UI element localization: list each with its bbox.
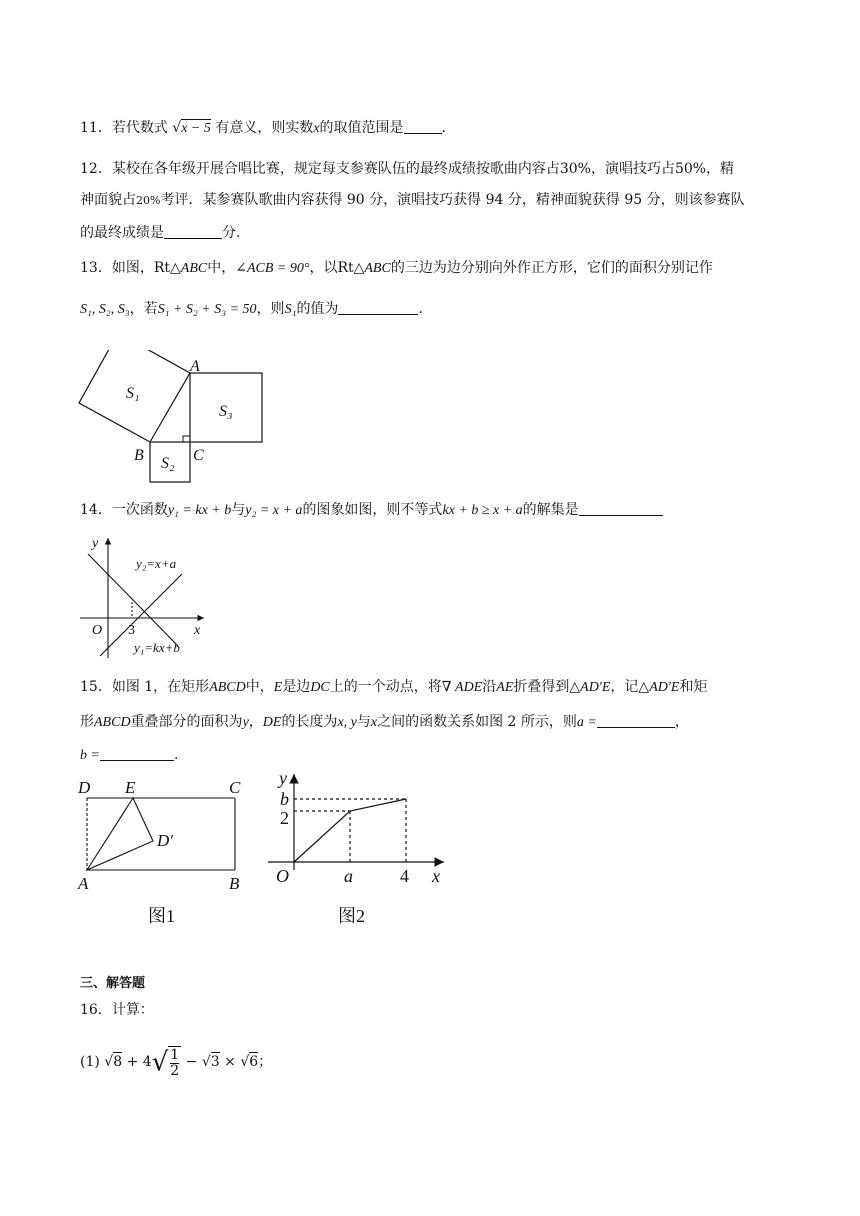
question-15-line-2: 形ABCD重叠部分的面积为y，DE的长度为x, y与x之间的函数关系如图 2 所示，则a = ， <box>80 714 689 730</box>
answer-blank[interactable] <box>338 300 418 315</box>
label-y2: y₂=x+a <box>136 556 177 571</box>
question-15-line-3: b = . <box>80 747 179 763</box>
sqrt-expression: √x − 5 <box>172 120 211 136</box>
q15-figure-2 <box>266 765 456 932</box>
question-number: 14． <box>80 502 112 518</box>
label-s1: S₁ <box>126 385 140 402</box>
tick-2: 2 <box>280 808 289 828</box>
question-number: 12． <box>80 161 112 177</box>
question-15-line-1: 15．如图 1，在矩形ABCD中，E是边DC上的一个动点，将∇ ADE沿AE折叠得到△AD′E，记△AD′E和矩 <box>80 679 708 695</box>
question-11: 11．若代数式 √x − 5 有意义，则实数x的取值范围是 . <box>80 120 446 136</box>
answer-blank-a[interactable] <box>597 713 675 728</box>
sqrt-3: √3 <box>201 1054 220 1070</box>
answer-blank[interactable] <box>579 501 663 516</box>
label-e: E <box>125 778 136 797</box>
label-b: B <box>134 447 144 464</box>
tick-4: 4 <box>400 866 409 886</box>
axis-label-x: x <box>432 866 440 886</box>
answer-blank[interactable] <box>164 224 222 239</box>
label-c: C <box>229 778 241 797</box>
section-heading: 三、解答题 <box>80 976 146 991</box>
axis-label-x: x <box>194 623 201 638</box>
question-12-line-1: 12．某校在各年级开展合唱比赛，规定每支参赛队伍的最终成绩按歌曲内容占30%，演唱技巧占50%，精 <box>80 161 735 177</box>
folded-triangle <box>87 798 153 870</box>
label-s3: S₃ <box>219 403 233 420</box>
axis-label-y: y <box>279 768 287 788</box>
label-a: A <box>190 358 200 375</box>
label-s2: S₂ <box>161 455 175 472</box>
label-y1: y₁=kx+b <box>134 640 180 655</box>
question-14: 14．一次函数y₁ = kx + b与y₂ = x + a的图象如图，则不等式kx + b ≥ x + a的解集是 <box>80 500 780 521</box>
part-label: (1) <box>80 1054 100 1070</box>
caption-fig1: 图1 <box>148 906 175 926</box>
q14-figure <box>78 528 218 663</box>
origin-label: O <box>92 623 103 638</box>
label-b: B <box>229 874 240 893</box>
sqrt-6: √6 <box>240 1054 259 1070</box>
label-a: A <box>78 874 89 893</box>
answer-blank[interactable] <box>404 119 442 134</box>
axis-label-y: y <box>92 536 99 551</box>
caption-fig2: 图2 <box>338 906 365 926</box>
tick-a: a <box>344 866 353 886</box>
question-number: 16． <box>80 1002 112 1018</box>
label-c: C <box>193 447 204 464</box>
origin-label: O <box>276 866 289 886</box>
right-angle-mark <box>183 436 190 442</box>
question-number: 15． <box>80 679 112 695</box>
tick-3: 3 <box>128 623 135 638</box>
question-12-line-3: 的最终成绩是 分． <box>80 225 250 241</box>
question-12-line-2: 神面貌占20%考评．某参赛队歌曲内容获得 90 分，演唱技巧获得 94 分，精神面貌获得 95 分，则该参赛队 <box>80 192 745 208</box>
answer-blank-b[interactable] <box>100 746 174 761</box>
label-d: D <box>78 778 91 797</box>
tick-b: b <box>280 789 289 809</box>
label-dprime: D′ <box>157 831 173 850</box>
q13-figure <box>70 350 270 490</box>
question-16-part-1: (1) √8 + 4√ $\frac{1}{2}$ − √3 × √6； <box>80 1046 273 1079</box>
q15-figure-1 <box>72 772 257 932</box>
question-number: 11． <box>80 120 112 136</box>
sqrt-8: √8 <box>104 1054 123 1070</box>
question-16: 16．计算： <box>80 1002 154 1018</box>
question-number: 13． <box>80 260 112 276</box>
sqrt-half: √ $\frac{1}{2}$ <box>151 1046 180 1079</box>
question-13-line-1: 13．如图，Rt△ABC中，∠ACB = 90°，以Rt△ABC的三边为边分别向外作正方形，它们的面积分别记作 <box>80 260 713 276</box>
question-13-line-2: S₁, S₂, S₃，若S₁ + S₂ + S₃ = 50，则S₁的值为 . <box>80 301 423 317</box>
